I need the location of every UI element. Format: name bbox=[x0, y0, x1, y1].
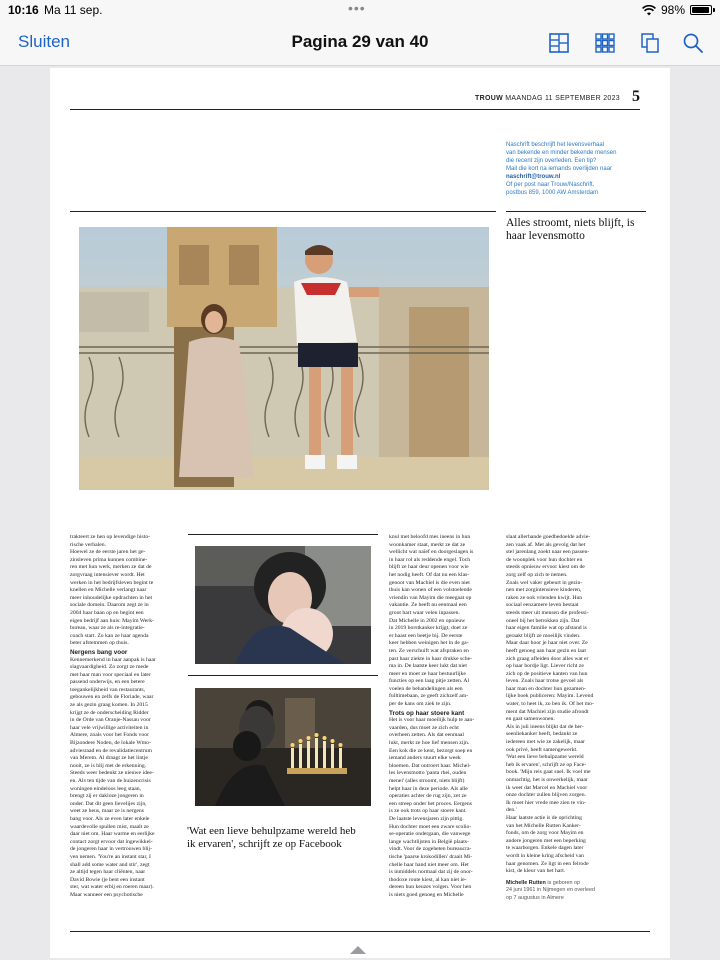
article-line: ten. Ze verschuift wat afspraken en bbox=[389, 647, 469, 654]
notice-email[interactable]: naschrift@trouw.nl bbox=[506, 174, 561, 180]
article-line: operaties achter de rug zijn, zet ze bbox=[389, 793, 467, 800]
article-line: eigen bedrijf aan huis: Mayim Werk- bbox=[70, 617, 154, 624]
newspaper-page[interactable] bbox=[50, 68, 670, 958]
article-line: lijke boek publiceren: Mayim. Levend bbox=[506, 693, 594, 700]
article-line: ze als gezin graag komen. In 2015 bbox=[70, 702, 148, 709]
article-line: woningen eindeloos leeg staan, bbox=[70, 785, 142, 792]
signature bbox=[506, 880, 642, 888]
article-line: Haar laatste actie is de oprichting bbox=[506, 814, 582, 821]
divider bbox=[506, 211, 646, 212]
divider bbox=[188, 675, 378, 676]
article-line: is inmiddels normaal dat zij de onor- bbox=[389, 869, 473, 876]
article-line: een streep onder het proces. Eergens bbox=[389, 800, 472, 807]
article-line: zorg zelf op zich te nemen. bbox=[506, 571, 568, 578]
article-line: onder. Dat dit geen lievelijes zijn, bbox=[70, 800, 147, 807]
article-line: menei' (alles stroomt, niets blijft) bbox=[389, 778, 465, 784]
article-line: Hoewel ze de eerste jaren het ge- bbox=[70, 549, 146, 556]
article-line: nooit, ze is blij met de erkenning. bbox=[70, 762, 147, 769]
article-line: Ik moet hier vrede mee zien te vin- bbox=[506, 799, 586, 806]
article-line: en gaat samenwonen. bbox=[506, 716, 555, 723]
article-line: haar man en dochter hun gezamen- bbox=[506, 685, 586, 692]
article-line: daar niet om. Haar warme en eerlijke bbox=[70, 831, 155, 838]
article-line: haar eigen familie wat op afstand is bbox=[506, 625, 587, 632]
article-line: knellen en Michelle verlangt naar bbox=[70, 587, 147, 594]
article-line: raken ze ook vrienden kwijt. Hun bbox=[506, 594, 583, 601]
article-line: heeft genoeg aan haar gezin en laat bbox=[506, 647, 586, 654]
article-line: lange wachtlijsten in België plaats- bbox=[389, 838, 469, 845]
paper-date: TROUW MAANDAG 11 SEPTEMBER 2023 bbox=[475, 95, 620, 102]
article-line: fulltimebaan, ze geeft zichzelf am- bbox=[389, 693, 469, 700]
article-line: werken in het bedrijfsleven begint te bbox=[70, 579, 154, 586]
article-line: Steeds weer bedenkt ze nieuwe idee- bbox=[70, 770, 154, 777]
article-line: van Merem. Al draagt ze het lintje bbox=[70, 755, 148, 762]
article-line: wordt in kleine kring afscheid van bbox=[506, 852, 584, 859]
search-icon[interactable] bbox=[682, 32, 704, 54]
article-line: andere jongeren met een beperking bbox=[506, 837, 586, 844]
status-bar bbox=[0, 0, 720, 20]
page-number: 5 bbox=[632, 88, 640, 105]
divider bbox=[188, 534, 378, 535]
article-column-4 bbox=[506, 534, 642, 954]
page-scrubber-handle[interactable] bbox=[350, 946, 366, 954]
article-line: ik weet dat Marcel en Machiel voor bbox=[506, 784, 588, 791]
article-line: per de kans om ziek te zijn. bbox=[389, 701, 452, 708]
article-line: thuis kan wonen of een volstoelende bbox=[389, 587, 472, 594]
article-line: trakteert ze hen op levendige histo- bbox=[70, 534, 151, 540]
article-line: tische 'paarse krokodillen' draait Mi- bbox=[389, 853, 473, 860]
article-line: ren met hun werk, merken ze dat de bbox=[70, 564, 152, 571]
pull-quote: 'Wat een lieve behulpzame wereld heb ik ervaren', schrijft ze op Facebook bbox=[187, 825, 356, 850]
menorah-photo bbox=[195, 688, 371, 806]
article-line: slaat allerhande goedbedoelde advie- bbox=[506, 534, 591, 540]
article-line: vriendin van Mayim die meegaat op bbox=[389, 594, 472, 601]
article-line: vaarden, dus moet ze zich echt bbox=[389, 724, 459, 731]
article-line: bureau, waar ze als re-integratie- bbox=[70, 625, 145, 632]
article-line: ment dat Machiel zijn studie afrondt bbox=[506, 708, 589, 715]
battery-icon bbox=[690, 5, 712, 15]
article-line: shall add some water and stir', zegt bbox=[70, 861, 150, 868]
article-line: functies op een laag pitje zetten. Al bbox=[389, 678, 470, 685]
article-line: de woonplek voor hun dochter en bbox=[506, 556, 583, 563]
article-line: book. 'Mijn reis gaat snel. Ik voel me bbox=[506, 769, 591, 776]
article-line: er haast een beetje bij. De eerste bbox=[389, 632, 463, 639]
article-line: vindt. Voor de zogeheten bureaucra- bbox=[389, 846, 472, 853]
article-line: in de Orde van Oranje-Nassau voor bbox=[70, 717, 151, 724]
article-line: steeds meer uit mensen die professi- bbox=[506, 609, 589, 616]
signature-name: Michelle Rutten bbox=[506, 879, 546, 886]
article-line: adviesraad en de revalidatiecentrum bbox=[70, 747, 152, 754]
article-line: slagvaardigheid. Zo zorgt ze mede bbox=[70, 664, 149, 671]
hero-photo bbox=[79, 227, 489, 490]
article-line: Als in juli ineens blijkt dat de her- bbox=[506, 723, 584, 730]
article-line: Almere, zoals voor het Fonds voor bbox=[70, 732, 149, 739]
reader-toolbar bbox=[0, 20, 720, 66]
article-line: zinsleven prima kunnen combine- bbox=[70, 556, 148, 563]
article-line: gebouwen en zelfs de Floriade, waar bbox=[70, 694, 154, 701]
article-line: ook privé, heeft samengewerkt. bbox=[506, 746, 578, 753]
masthead bbox=[70, 88, 640, 110]
article-line: zich op de positieve kanten van hun bbox=[506, 670, 588, 677]
article-line: zorgvraag intensiever wordt. Het bbox=[70, 571, 145, 578]
article-line: onze dochter zullen blijven zorgen. bbox=[506, 792, 586, 799]
copy-icon[interactable] bbox=[639, 32, 661, 54]
article-line: genoot van Machiel is die even niet bbox=[389, 579, 470, 586]
article-line: weet ze heus, maar ze is nergens bbox=[70, 808, 144, 815]
article-line: fonds, om de zorg voor Mayim en bbox=[506, 830, 584, 837]
article-line: contact zorgt ervoor dat ingewikkel- bbox=[70, 838, 153, 845]
article-line: groot hart waar velen inpassen. bbox=[389, 609, 460, 616]
side-quote: Alles stroomt, niets blijft, is haar levensmotto bbox=[506, 217, 635, 242]
article-line: is niets goed genoeg en Michelle bbox=[389, 891, 464, 898]
wifi-icon bbox=[642, 5, 656, 16]
article-line: sociale domein. Daarom zegt ze in bbox=[70, 602, 149, 609]
article-line: en. Als ten tijde van de huizencrisis bbox=[70, 778, 151, 784]
article-column-3 bbox=[389, 534, 497, 954]
article-line: passend onderwijs, en een betere bbox=[70, 679, 145, 686]
article-line: helpt haar in deze periode. Als alle bbox=[389, 785, 468, 792]
article-line: iemand anders stuurt elke week bbox=[389, 755, 461, 762]
article-line: voelen de behandelingen als een bbox=[389, 685, 463, 692]
article-line: waardevolle spullen mist, maalt ze bbox=[70, 823, 149, 830]
article-line: het nodig heeft. Of dat nu een klas- bbox=[389, 571, 470, 578]
section-heading: Trots op haar stoere kant bbox=[389, 709, 465, 717]
article-line: iedereen met wie ze zakelijk, maar bbox=[506, 739, 585, 746]
article-line: Hun dochter moet een zware scolio- bbox=[389, 823, 472, 830]
article-line: nen met zorgintensieve kinderen, bbox=[506, 587, 582, 594]
mother-baby-photo bbox=[195, 546, 371, 664]
article-line: krijgt ze de onderscheiding Ridder bbox=[70, 709, 149, 716]
article-line: toegankelijkheid van restaurants, bbox=[70, 686, 146, 693]
article-line: wellicht wat naïef en doorgeslagen is bbox=[389, 549, 474, 556]
article-line: se-operatie ondergaan, die vanwege bbox=[389, 831, 471, 838]
article-line: in haar rol als reddende engel. Toch bbox=[389, 556, 471, 563]
article-line: Bijzondere Noden, de lokale Wmo- bbox=[70, 740, 151, 747]
article-line: David Bowie (je bent een instant bbox=[70, 876, 145, 883]
article-line: coach start. Zo kan ze haar agenda bbox=[70, 632, 149, 639]
grid-icon[interactable] bbox=[594, 32, 616, 54]
article-line: geraakt blijft ze moeilijk vinden. bbox=[506, 632, 581, 639]
close-button[interactable]: Sluiten bbox=[18, 32, 70, 51]
article-line: meer en moet ze haar bestuurlijke bbox=[389, 670, 466, 677]
article-line: in 2019 borstkanker krijgt, doet ze bbox=[389, 625, 468, 632]
article-line: ster, wat water erbij en roeren maar). bbox=[70, 884, 154, 891]
article-line: overheen zetten. Als dat eenmaal bbox=[389, 732, 465, 739]
article-line: water, to heet ik, zo ben ik. Of het mo- bbox=[506, 701, 594, 708]
article-column-1 bbox=[70, 534, 178, 954]
article-line: Maar daar hoor je haar niet over. Ze bbox=[506, 640, 588, 647]
section-heading: Nergens bang voor bbox=[70, 648, 128, 656]
page-layout-icon[interactable] bbox=[548, 32, 570, 54]
divider bbox=[70, 931, 650, 932]
article-line: haar vele vrijwillige activiteiten in bbox=[70, 724, 149, 731]
article-line: sociaal eenzamere leven bestaat bbox=[506, 602, 579, 609]
status-right bbox=[642, 3, 712, 17]
article-line: leven. Zoals haar trotse gevoel als bbox=[506, 678, 584, 685]
article-line: steeds opnieuw ervoor kiest om de bbox=[506, 564, 585, 571]
article-line: dereen hun keuzes volgen. Voor hen bbox=[389, 884, 472, 891]
signature-line: is geboren op bbox=[545, 879, 581, 886]
article-line: brengt zij er dakloze jongeren in bbox=[70, 793, 144, 800]
divider bbox=[70, 211, 496, 212]
page-indicator: Pagina 29 van 40 bbox=[291, 32, 429, 51]
article-line: den.' bbox=[506, 807, 517, 814]
battery-percentage: 98% bbox=[660, 3, 685, 17]
signature-line: 24 juni 1961 in Nijmegen en overleed bbox=[506, 887, 596, 894]
article-line: met haar man voor speciaal en later bbox=[70, 671, 151, 678]
article-line: onmachtig, het is onwerkelijk, maar bbox=[506, 777, 588, 783]
article-line: Het is voor haar moeilijk hulp te aan- bbox=[389, 717, 475, 724]
article-line: Kennemerkend in haar aanpak is haar bbox=[70, 656, 156, 663]
article-line: Zoals wel vaker gebeurt in gezin- bbox=[506, 579, 583, 586]
article-line: 'Wat een lieve behulpzame wereld bbox=[506, 754, 584, 761]
article-line: de jongeren haar in vertrouwen blij- bbox=[70, 846, 152, 853]
article-line: bloemen. Dat ontroert haar. Michel- bbox=[389, 762, 471, 769]
article-line: bang voor. Als ze even later enkele bbox=[70, 815, 150, 822]
article-line: De laatste levensjaren zijn pittig. bbox=[389, 815, 464, 822]
article-line: heb ik ervaren', schrijft ze op Face- bbox=[506, 761, 587, 768]
article-line: ze altijd tegen haar cliënten, naar bbox=[70, 869, 146, 876]
date: Ma 11 sep. bbox=[44, 3, 103, 17]
article-line: Maar wanneer een psychotische bbox=[70, 891, 143, 898]
article-line: woonkamer staat, merkt ze dat ze bbox=[389, 541, 466, 548]
article-line: meer inhoudelijke opdrachten in het bbox=[70, 594, 153, 601]
article-line: beter afstemmen op thuis. bbox=[70, 640, 129, 647]
article-line: les levensmotto 'panta rhei, ouden bbox=[389, 770, 467, 777]
article-line: haar genomen. Ze ligt in een felrode bbox=[506, 860, 589, 867]
clock: 10:16 bbox=[8, 3, 39, 17]
article-line: keer hebben weinigen het in de ga- bbox=[389, 640, 469, 647]
article-line: knul met beloofd mes ineens in hun bbox=[389, 534, 471, 540]
article-line: van het Michelle Rutten Kanker- bbox=[506, 822, 581, 829]
article-line: thodoxe route kiest, al kan niet ie- bbox=[389, 876, 467, 883]
article-line: zich graag afleiden door alles wat er bbox=[506, 655, 589, 662]
article-line: te waarborgen. Enkele dagen later bbox=[506, 845, 584, 852]
article-line: is ze ook trots op haar stoere kant. bbox=[389, 808, 467, 815]
article-line: zen vaak af. Met als gevolg dat het bbox=[506, 541, 586, 548]
article-line: lukt, merkt ze hoe lief mensen zijn. bbox=[389, 740, 470, 747]
article-line: ma in. De laatste keer lukt dat niet bbox=[389, 663, 468, 670]
article-line: stel jarenlang zoekt naar een passen- bbox=[506, 549, 590, 556]
signature-line: op 7 augustus in Almere bbox=[506, 894, 564, 901]
multitask-dots-icon[interactable]: ••• bbox=[348, 0, 366, 16]
naschrift-notice: Naschrift beschrijft het levensverhaal van bekende en minder bekende mensen die recent zijn overleden. Een tip? Mail die kort na iemands overlijden naar naschrift@trouw.nl Of per post naar Trouw/Naschrift, postbus 859, 1000 AW Amsterdam bbox=[506, 142, 617, 196]
article-line: op haar bordje ligt. Liever richt ze bbox=[506, 663, 584, 670]
article-line: ven nemen. 'You're an instant star, I bbox=[70, 853, 151, 860]
article-line: kist, de kleur van het hart. bbox=[506, 868, 566, 875]
article-line: 2004 haar baan op en begint een bbox=[70, 609, 144, 616]
article-line: oneel bij het betrokken zijn. Dat bbox=[506, 617, 580, 624]
article-line: vakantie. Ze heeft nu eenmaal een bbox=[389, 602, 467, 609]
article-line: Een kok die ze kent, bezorgt soep en bbox=[389, 747, 473, 754]
article-line: past haar ziekte in haar drukke sche- bbox=[389, 655, 473, 662]
article-line: rische verhalen. bbox=[70, 541, 107, 548]
article-line: chelle haar hand niet meer om. Het bbox=[389, 861, 469, 868]
article-line: Dat Michelle in 2002 en opnieuw bbox=[389, 617, 466, 624]
article-line: blijft ze haar deur openen voor wie bbox=[389, 564, 469, 571]
article-line: seenliekanker heeft, bedankt ze bbox=[506, 731, 578, 738]
